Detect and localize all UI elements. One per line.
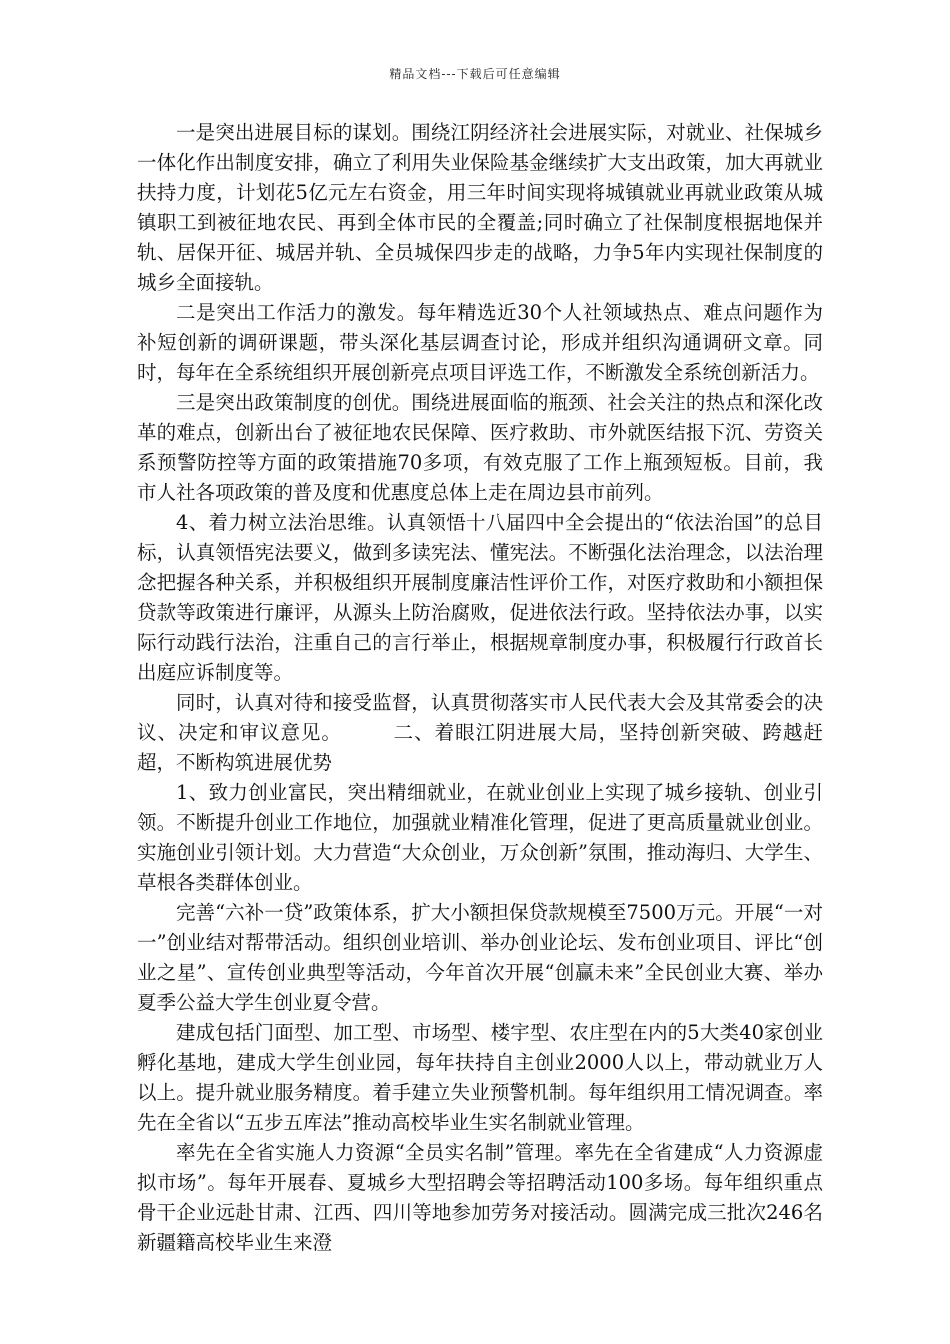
paragraph-9: 率先在全省实施人力资源“全员实名制”管理。率先在全省建成“人力资源虚拟市场”。每年开展春、夏城乡大型招聘会等招聘活动100多场。每年组织重点骨干企业远赴甘肃、江西、四川等地参加劳务对接活动。圆满完成三批次246名新疆籍高校毕业生来澄 [137,1141,823,1254]
paragraph-8: 建成包括门面型、加工型、市场型、楼宇型、农庄型在内的5大类40家创业孵化基地，建成大学生创业园，每年扶持自主创业2000人以上，带动就业万人以上。提升就业服务精度。着手建立失业预警机制。每年组织用工情况调查。率先在全省以“五步五库法”推动高校毕业生实名制就业管理。 [137,1021,823,1134]
paragraph-1: 一是突出进展目标的谋划。围绕江阴经济社会进展实际，对就业、社保城乡一体化作出制度安排，确立了利用失业保险基金继续扩大支出政策，加大再就业扶持力度，计划花5亿元左右资金，用三年时间实现将城镇就业再就业政策从城镇职工到被征地农民、再到全体市民的全覆盖;同时确立了社保制度根据地保并轨、居保开征、城居并轨、全员城保四步走的战略，力争5年内实现社保制度的城乡全面接轨。 [137,121,823,294]
paragraph-5: 同时，认真对待和接受监督，认真贯彻落实市人民代表大会及其常委会的决议、决定和审议意见。 二、着眼江阴进展大局，坚持创新突破、跨越赶超，不断构筑进展优势 [137,691,823,774]
paragraph-7: 完善“六补一贷”政策体系，扩大小额担保贷款规模至7500万元。开展“一对一”创业结对帮带活动。组织创业培训、举办创业论坛、发布创业项目、评比“创业之星”、宣传创业典型等活动，今年首次开展“创赢未来”全民创业大赛、举办夏季公益大学生创业夏令营。 [137,901,823,1014]
document-body [137,118,823,1258]
paragraph-3: 三是突出政策制度的创优。围绕进展面临的瓶颈、社会关注的热点和深化改革的难点，创新出台了被征地农民保障、医疗救助、市外就医结报下沉、劳资关系预警防控等方面的政策措施70多项，有效克服了工作上瓶颈短板。目前，我市人社各项政策的普及度和优惠度总体上走在周边县市前列。 [137,391,823,504]
paragraph-6: 1、致力创业富民，突出精细就业，在就业创业上实现了城乡接轨、创业引领。不断提升创业工作地位，加强就业精准化管理，促进了更高质量就业创业。实施创业引领计划。大力营造“大众创业，万众创新”氛围，推动海归、大学生、草根各类群体创业。 [137,781,823,894]
paragraph-4: 4、着力树立法治思维。认真领悟十八届四中全会提出的“依法治国”的总目标，认真领悟宪法要义，做到多读宪法、懂宪法。不断强化法治理念，以法治理念把握各种关系，并积极组织开展制度廉洁性评价工作，对医疗救助和小额担保贷款等政策进行廉评，从源头上防治腐败，促进依法行政。坚持依法办事，以实际行动践行法治，注重自己的言行举止，根据规章制度办事，积极履行行政首长出庭应诉制度等。 [137,511,823,684]
page-header: 精品文档---下载后可任意编辑 [389,67,561,81]
paragraph-2: 二是突出工作活力的激发。每年精选近30个人社领域热点、难点问题作为补短创新的调研课题，带头深化基层调查讨论，形成并组织沟通调研文章。同时，每年在全系统组织开展创新亮点项目评选工作，不断激发全系统创新活力。 [137,301,823,384]
